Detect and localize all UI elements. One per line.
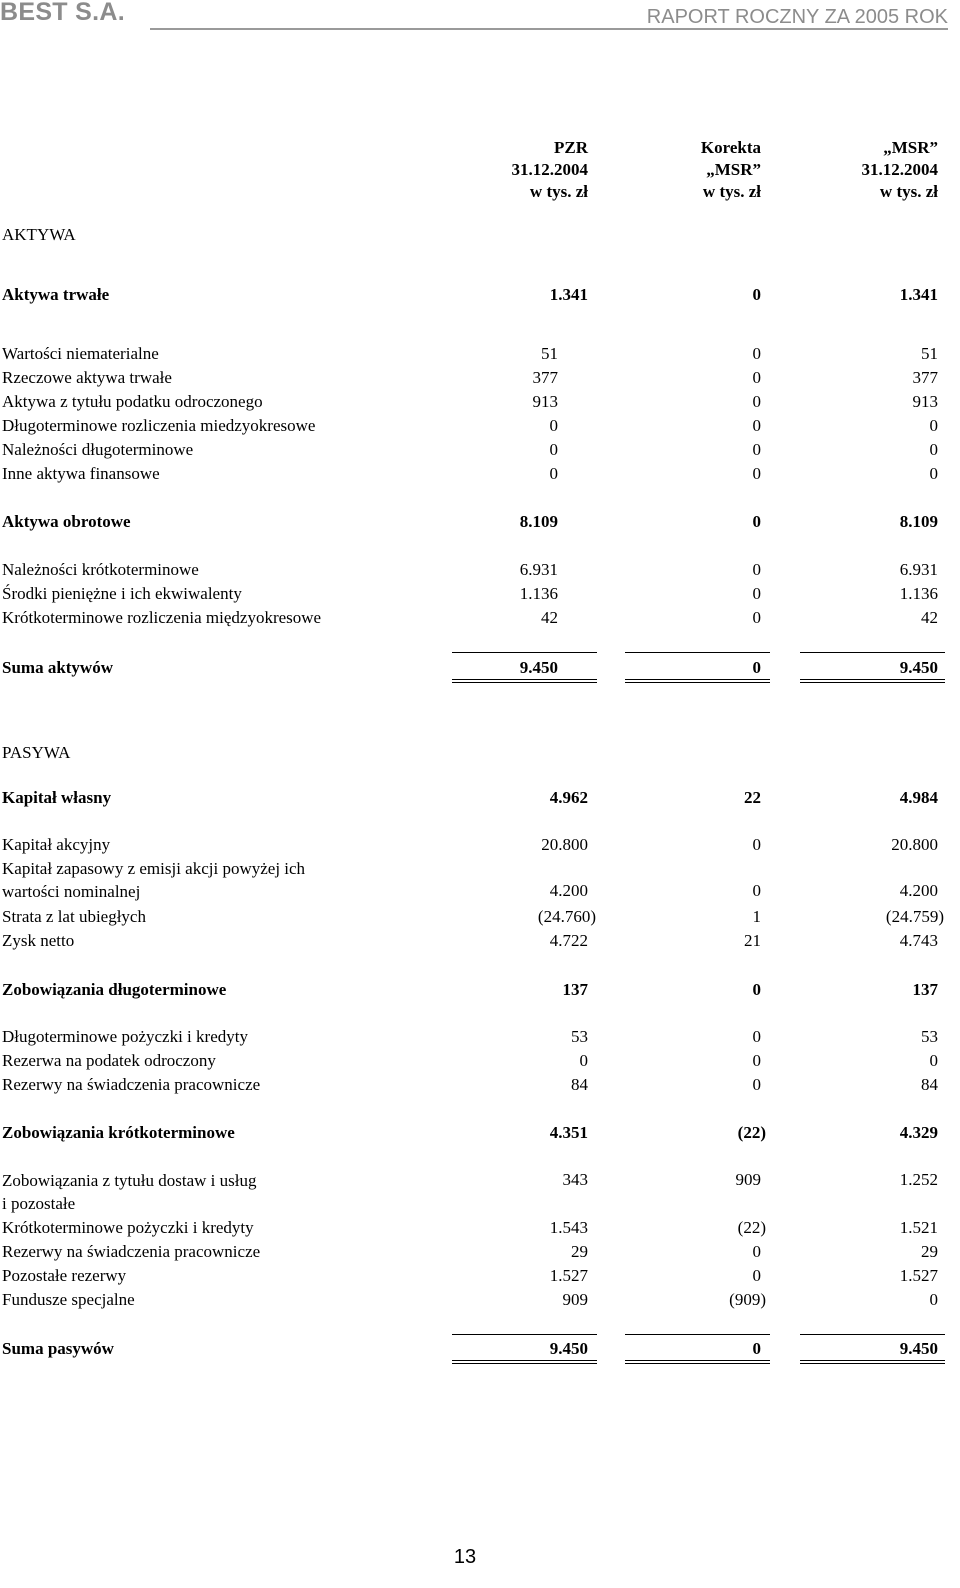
section-heading: PASYWA <box>2 743 71 762</box>
value-msr: 0 <box>929 464 938 483</box>
column-header-line: „MSR” <box>883 138 938 157</box>
row-label: Długoterminowe rozliczenia miedzyokresowe <box>2 416 316 435</box>
column-header-line: w tys. zł <box>529 182 588 201</box>
value-pzr: 53 <box>571 1027 588 1046</box>
sum-rule <box>800 1334 945 1335</box>
table-row <box>0 559 948 581</box>
row-label <box>2 1169 256 1215</box>
value-pzr: 1.543 <box>549 1218 588 1237</box>
value-pzr: 1.527 <box>549 1266 588 1285</box>
table-row <box>0 1050 948 1072</box>
report-title: RAPORT ROCZNY ZA 2005 ROK <box>646 6 948 28</box>
table-row <box>0 1169 948 1215</box>
row-label: Rezerwy na świadczenia pracownicze <box>2 1242 261 1261</box>
value-pzr: 8.109 <box>519 512 558 531</box>
value-msr: 4.200 <box>899 881 938 900</box>
row-label: Aktywa z tytułu podatku odroczonego <box>2 392 263 411</box>
double-underline <box>800 679 945 683</box>
row-label: Rzeczowe aktywa trwałe <box>2 368 172 387</box>
subtotal-row-zobowiazania-krotkoterminowe <box>0 1122 948 1144</box>
value-korekta: (22) <box>737 1218 766 1237</box>
value-msr: 0 <box>929 440 938 459</box>
subtotal-row-aktywa-trwale <box>0 284 948 306</box>
row-label: Kapitał akcyjny <box>2 835 111 854</box>
row-label: Długoterminowe pożyczki i kredyty <box>2 1027 248 1046</box>
row-label: Rezerwa na podatek odroczony <box>2 1051 216 1070</box>
double-underline <box>625 1360 770 1364</box>
value-pzr: 1.136 <box>519 584 558 603</box>
value-msr: (24.759) <box>885 907 944 926</box>
value-pzr: 377 <box>532 368 558 387</box>
table-row <box>0 1241 948 1263</box>
row-label: Pozostałe rezerwy <box>2 1266 127 1285</box>
row-label: Kapitał własny <box>2 788 112 807</box>
row-label: Aktywa trwałe <box>2 285 110 304</box>
value-korekta: 0 <box>752 464 761 483</box>
row-label: Aktywa obrotowe <box>2 512 131 531</box>
value-pzr: 0 <box>549 440 558 459</box>
value-msr: 1.341 <box>899 285 938 304</box>
row-label: Inne aktywa finansowe <box>2 464 160 483</box>
value-korekta: 0 <box>752 608 761 627</box>
value-korekta: 0 <box>752 512 761 531</box>
row-label: Zobowiązania długoterminowe <box>2 980 227 999</box>
value-pzr: 4.200 <box>549 881 588 900</box>
row-label: Zobowiązania krótkoterminowe <box>2 1123 235 1142</box>
value-korekta: 909 <box>735 1170 761 1189</box>
value-pzr: 51 <box>541 344 558 363</box>
table-row <box>0 1289 948 1311</box>
column-header-korekta <box>601 137 761 203</box>
value-msr: 20.800 <box>891 835 938 854</box>
row-label-line: Kapitał zapasowy z emisji akcji powyżej ich <box>2 859 306 878</box>
row-label: Zysk netto <box>2 931 75 950</box>
value-msr: 9.450 <box>899 1339 938 1358</box>
value-korekta: 0 <box>752 1266 761 1285</box>
table-row <box>0 367 948 389</box>
value-msr: 0 <box>929 1051 938 1070</box>
column-header-line: Korekta <box>700 138 761 157</box>
value-msr: 913 <box>912 392 938 411</box>
row-label: Suma aktywów <box>2 658 113 677</box>
column-header-line: 31.12.2004 <box>861 160 938 179</box>
value-msr: 377 <box>912 368 938 387</box>
table-row <box>0 1265 948 1287</box>
column-header-line: „MSR” <box>706 160 761 179</box>
table-row <box>0 1026 948 1048</box>
row-label: Suma pasywów <box>2 1339 114 1358</box>
value-pzr: 20.800 <box>541 835 588 854</box>
value-msr: 1.527 <box>899 1266 938 1285</box>
value-pzr: 29 <box>571 1242 588 1261</box>
value-msr: 8.109 <box>899 512 938 531</box>
table-row <box>0 439 948 461</box>
value-korekta: 0 <box>752 285 761 304</box>
table-row <box>0 391 948 413</box>
value-pzr: 9.450 <box>549 1339 588 1358</box>
table-row <box>0 343 948 365</box>
row-label-line: Zobowiązania z tytułu dostaw i usług <box>2 1171 257 1190</box>
value-msr: 4.329 <box>899 1123 938 1142</box>
value-msr: 9.450 <box>899 658 938 677</box>
value-korekta: 22 <box>744 788 761 807</box>
value-pzr: 343 <box>562 1170 588 1189</box>
company-name: BEST S.A. <box>0 0 125 26</box>
value-korekta: 0 <box>752 1242 761 1261</box>
value-korekta: 21 <box>744 931 761 950</box>
table-row <box>0 1074 948 1096</box>
value-pzr: 909 <box>562 1290 588 1309</box>
row-label: Krótkoterminowe pożyczki i kredyty <box>2 1218 254 1237</box>
value-korekta: 0 <box>752 560 761 579</box>
table-row <box>0 607 948 629</box>
row-label: Strata z lat ubiegłych <box>2 907 146 926</box>
sum-rule <box>800 652 945 653</box>
double-underline <box>452 1360 597 1364</box>
table-row <box>0 906 948 928</box>
value-pzr: 42 <box>541 608 558 627</box>
column-header-pzr <box>428 137 588 203</box>
table-row <box>0 463 948 485</box>
value-pzr: 0 <box>549 416 558 435</box>
column-header-line: w tys. zł <box>702 182 761 201</box>
value-korekta: 0 <box>752 392 761 411</box>
value-msr: 51 <box>921 344 938 363</box>
value-msr: 42 <box>921 608 938 627</box>
page-header <box>0 0 948 32</box>
value-msr: 29 <box>921 1242 938 1261</box>
header-divider <box>150 28 948 30</box>
value-korekta: (22) <box>737 1123 766 1142</box>
sum-rule <box>452 1334 597 1335</box>
subtotal-row-aktywa-obrotowe <box>0 511 948 533</box>
row-label: Rezerwy na świadczenia pracownicze <box>2 1075 261 1094</box>
value-msr: 1.521 <box>899 1218 938 1237</box>
page-number: 13 <box>453 1546 477 1568</box>
section-heading: AKTYWA <box>2 225 76 244</box>
section-heading-aktywa <box>0 224 948 246</box>
row-label: Należności krótkoterminowe <box>2 560 199 579</box>
value-pzr: 6.931 <box>519 560 558 579</box>
value-msr: 6.931 <box>899 560 938 579</box>
double-underline <box>452 679 597 683</box>
table-row <box>0 583 948 605</box>
sum-rule <box>625 1334 770 1335</box>
sum-rule <box>452 652 597 653</box>
value-korekta: 0 <box>752 440 761 459</box>
value-pzr: 0 <box>579 1051 588 1070</box>
value-korekta: 0 <box>752 980 761 999</box>
value-pzr: 913 <box>532 392 558 411</box>
value-korekta: 0 <box>752 344 761 363</box>
value-msr: 0 <box>929 416 938 435</box>
double-underline <box>800 1360 945 1364</box>
total-row-suma-pasywow <box>0 1338 948 1360</box>
value-pzr: 137 <box>562 980 588 999</box>
value-korekta: 0 <box>752 1075 761 1094</box>
value-pzr: 1.341 <box>549 285 588 304</box>
row-label-line: wartości nominalnej <box>2 882 141 901</box>
value-msr: 1.252 <box>899 1170 938 1189</box>
value-msr: 84 <box>921 1075 938 1094</box>
column-header-line: w tys. zł <box>879 182 938 201</box>
value-korekta: 0 <box>752 584 761 603</box>
value-pzr: 9.450 <box>519 658 558 677</box>
value-korekta: 0 <box>752 835 761 854</box>
row-label <box>2 857 305 903</box>
subtotal-row-kapital-wlasny <box>0 787 948 809</box>
value-pzr: 4.962 <box>549 788 588 807</box>
value-korekta: 0 <box>752 1051 761 1070</box>
value-korekta: 0 <box>752 881 761 900</box>
double-underline <box>625 679 770 683</box>
section-heading-pasywa <box>0 742 948 764</box>
value-msr: 53 <box>921 1027 938 1046</box>
table-row <box>0 415 948 437</box>
total-row-suma-aktywow <box>0 657 948 679</box>
row-label: Należności długoterminowe <box>2 440 194 459</box>
value-korekta: 0 <box>752 368 761 387</box>
value-msr: 1.136 <box>899 584 938 603</box>
table-row <box>0 1217 948 1239</box>
value-korekta: 0 <box>752 1339 761 1358</box>
value-korekta: 0 <box>752 1027 761 1046</box>
value-korekta: 1 <box>752 907 761 926</box>
subtotal-row-zobowiazania-dlugoterminowe <box>0 979 948 1001</box>
value-msr: 0 <box>929 1290 938 1309</box>
value-msr: 137 <box>912 980 938 999</box>
column-header-line: 31.12.2004 <box>511 160 588 179</box>
value-korekta: 0 <box>752 658 761 677</box>
value-pzr: 4.722 <box>549 931 588 950</box>
sum-rule <box>625 652 770 653</box>
value-pzr: (24.760) <box>537 907 596 926</box>
row-label: Fundusze specjalne <box>2 1290 135 1309</box>
value-msr: 4.743 <box>899 931 938 950</box>
column-header-msr <box>778 137 938 203</box>
value-korekta: (909) <box>729 1290 766 1309</box>
column-header-line: PZR <box>554 138 588 157</box>
value-msr: 4.984 <box>899 788 938 807</box>
row-label: Krótkoterminowe rozliczenia międzyokresowe <box>2 608 322 627</box>
table-row <box>0 930 948 952</box>
table-row <box>0 857 948 903</box>
row-label: Wartości niematerialne <box>2 344 159 363</box>
value-pzr: 0 <box>549 464 558 483</box>
value-pzr: 84 <box>571 1075 588 1094</box>
value-korekta: 0 <box>752 416 761 435</box>
row-label: Środki pieniężne i ich ekwiwalenty <box>2 584 242 603</box>
row-label-line: i pozostałe <box>2 1194 76 1213</box>
table-row <box>0 834 948 856</box>
value-pzr: 4.351 <box>549 1123 588 1142</box>
